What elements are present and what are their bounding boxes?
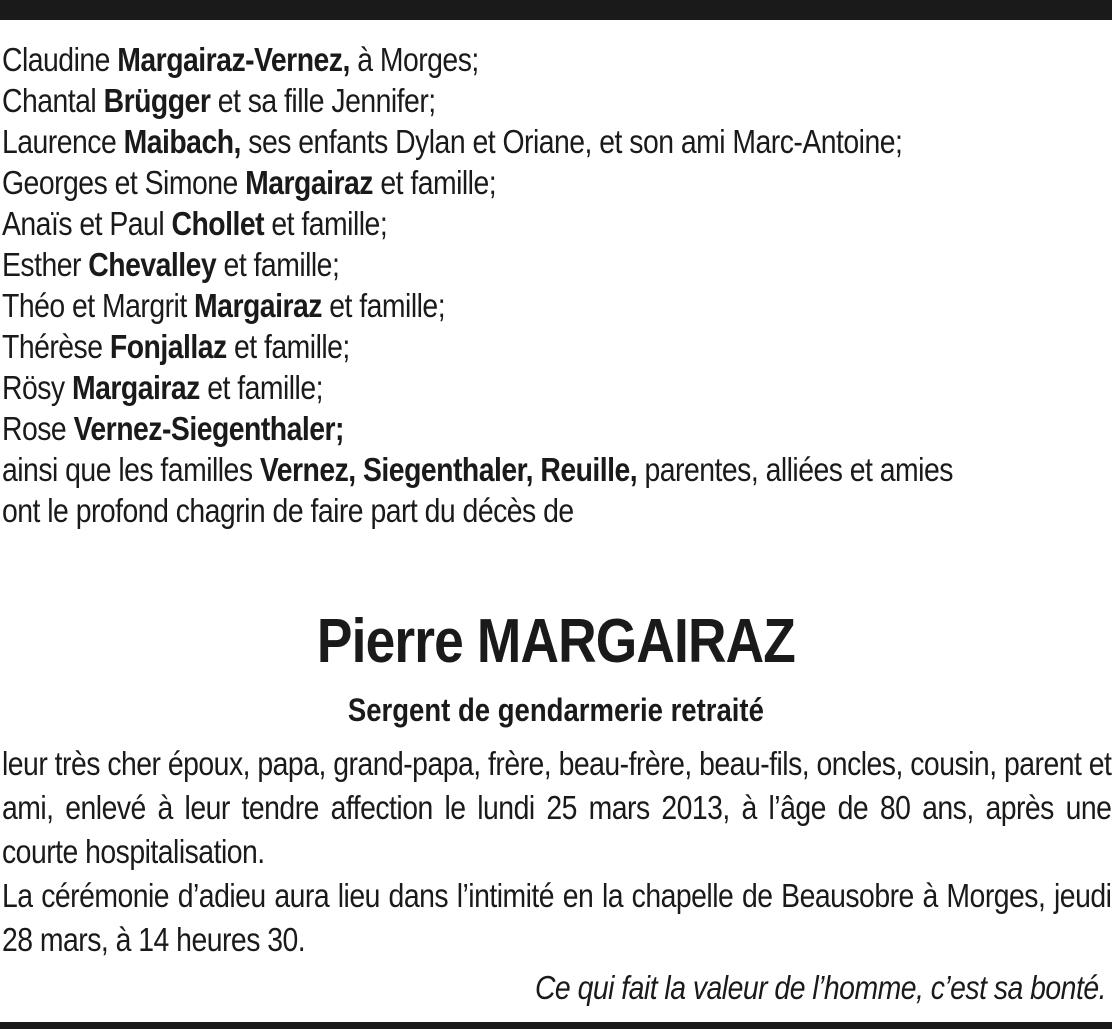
bottom-border-rule — [0, 1022, 1112, 1029]
family-line — [2, 121, 953, 162]
given-names: Esther — [2, 246, 89, 283]
family-line — [2, 285, 953, 326]
line-suffix: et sa fille Jennifer; — [210, 82, 436, 119]
family-name: Brügger — [103, 82, 211, 119]
deceased-name-heading — [0, 605, 1112, 679]
family-list — [2, 39, 1108, 531]
given-names: Rose — [2, 410, 74, 447]
given-names: Anaïs et Paul — [2, 205, 172, 242]
family-name: Chevalley — [88, 246, 217, 283]
family-name: Margairaz — [71, 369, 200, 406]
family-name: Maibach, — [123, 123, 241, 160]
families-line — [2, 449, 1108, 490]
family-line — [2, 162, 953, 203]
family-line — [2, 408, 953, 449]
family-line — [2, 39, 953, 80]
line-suffix: et famille; — [372, 164, 497, 201]
families-names: Vernez, Siegenthaler, Reuille, — [259, 451, 638, 488]
ceremony-paragraph: La cérémonie d’adieu aura lieu dans l’intimité en la chapelle de Beausobre à Morges, jeudi 28 mars, à 14 heures 30. — [2, 877, 1112, 958]
families-prefix: ainsi que les familles — [2, 451, 260, 488]
family-line — [2, 244, 953, 285]
line-suffix: à Morges; — [349, 41, 479, 78]
given-names: Thérèse — [2, 328, 110, 365]
deceased-title-heading — [0, 690, 1112, 730]
family-line — [2, 367, 953, 408]
family-line — [2, 203, 953, 244]
given-names: Laurence — [2, 123, 124, 160]
closing-quote: Ce qui fait la valeur de l’homme, c’est sa bonté. — [534, 969, 1106, 1006]
given-names: Claudine — [2, 41, 118, 78]
top-border-rule — [0, 0, 1112, 20]
given-names: Théo et Margrit — [2, 287, 195, 324]
line-suffix: et famille; — [199, 369, 323, 406]
given-names: Rösy — [2, 369, 72, 406]
deceased-title: Sergent de gendarmerie retraité — [347, 692, 764, 728]
families-suffix: parentes, alliées et amies — [637, 451, 953, 488]
family-name: Margairaz — [245, 164, 373, 201]
line-suffix: et famille; — [321, 287, 446, 324]
given-names: Chantal — [2, 82, 104, 119]
family-name: Vernez-Siegenthaler; — [73, 410, 344, 447]
family-name: Fonjallaz — [109, 328, 227, 365]
line-suffix: et famille; — [216, 246, 340, 283]
family-name: Chollet — [171, 205, 265, 242]
family-name: Margairaz-Vernez, — [117, 41, 350, 78]
line-suffix: et famille; — [226, 328, 350, 365]
obituary-body — [2, 742, 1111, 962]
line-suffix: ses enfants Dylan et Oriane, et son ami Marc-Antoine; — [240, 123, 903, 160]
line-suffix: et famille; — [264, 205, 388, 242]
family-line — [2, 326, 953, 367]
announcement-line: ont le profond chagrin de faire part du décès de — [2, 492, 574, 529]
obituary-paragraph: leur très cher époux, papa, grand-papa, frère, beau-frère, beau-fils, oncles, cousin, parent et ami, enlevé à leur tendre affection le lundi 25 mars 2013, à l’âge de 80 ans, après une courte hospitalisation. — [2, 745, 1112, 870]
given-names: Georges et Simone — [2, 164, 246, 201]
family-line — [2, 80, 953, 121]
deceased-name: Pierre MARGAIRAZ — [316, 607, 796, 676]
family-name: Margairaz — [194, 287, 322, 324]
